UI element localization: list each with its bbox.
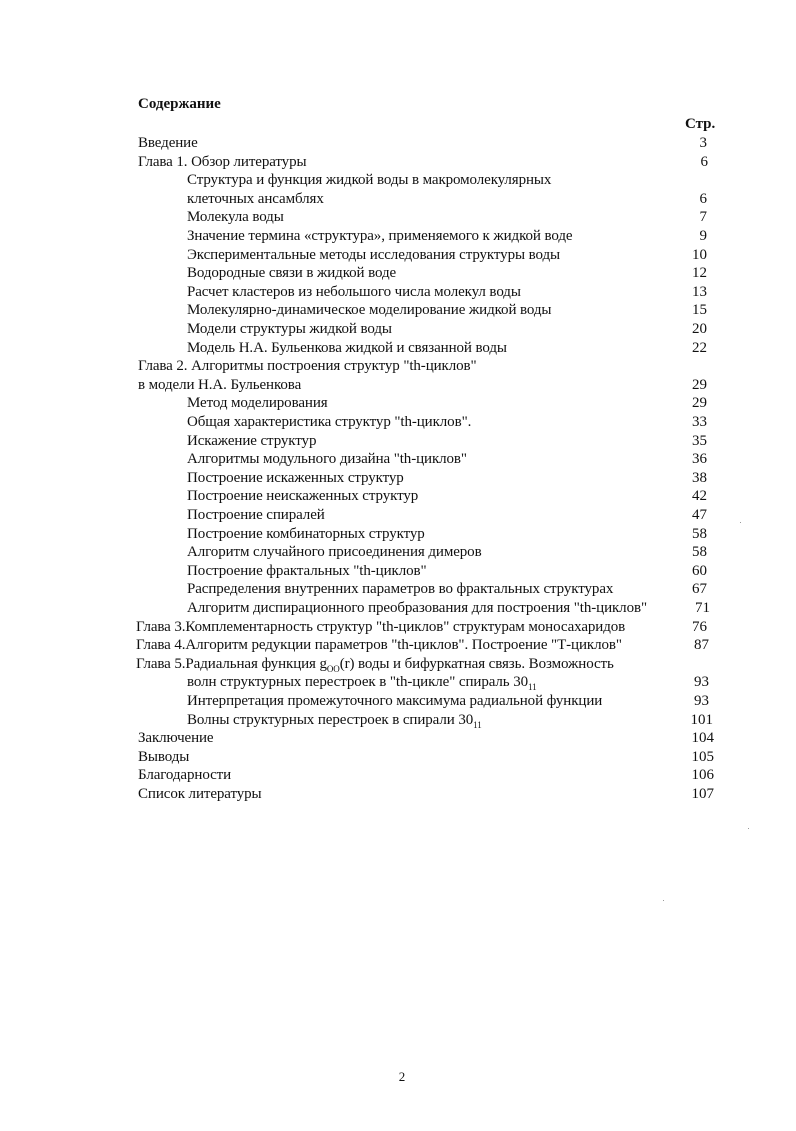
page-column-header: Стр. xyxy=(685,116,716,132)
toc-entry-page: 71 xyxy=(695,600,710,616)
toc-entry-page: 76 xyxy=(692,619,707,635)
toc-entry-text: Значение термина «структура», применяемого к жидкой воде xyxy=(187,228,573,244)
toc-entry-page: 93 xyxy=(694,693,709,709)
toc-entry-text: Построение искаженных структур xyxy=(187,470,404,486)
scan-speck xyxy=(740,522,741,523)
toc-entry-text: Глава 1. Обзор литературы xyxy=(138,154,307,170)
toc-entry-text: Искажение структур xyxy=(187,433,317,449)
toc-entry-text: Глава 5.Радиальная функция $g_{OO}(r)$ воды и бифуркатная связь. Возможность xyxy=(136,656,614,674)
toc-entry-page: 6 xyxy=(700,154,708,170)
toc-entry-text: Заключение xyxy=(138,730,214,746)
toc-entry-page: 36 xyxy=(692,451,707,467)
toc-entry-text: Построение спиралей xyxy=(187,507,325,523)
toc-entry-text: Построение комбинаторных структур xyxy=(187,526,425,542)
toc-entry-text: Алгоритм диспирационного преобразования для построения "th-циклов" xyxy=(187,600,647,616)
toc-entry-text: Глава 4.Алгоритм редукции параметров "th-циклов". Построение "Т-циклов" xyxy=(136,637,622,653)
toc-entry-text: Структура и функция жидкой воды в макромолекулярных xyxy=(187,172,552,188)
toc-entry-page: 38 xyxy=(692,470,707,486)
toc-entry-text: Алгоритмы модульного дизайна "th-циклов" xyxy=(187,451,467,467)
toc-entry-text: Молекула воды xyxy=(187,209,284,225)
toc-entry-page: 22 xyxy=(692,340,707,356)
toc-entry-page: 47 xyxy=(692,507,707,523)
toc-entry-page: 93 xyxy=(694,674,709,690)
toc-entry-text: Алгоритм случайного присоединения димеров xyxy=(187,544,482,560)
toc-entry-text: Интерпретация промежуточного максимума радиальной функции xyxy=(187,693,603,709)
toc-entry-page: 10 xyxy=(692,247,707,263)
toc-entry-page: 101 xyxy=(690,712,713,728)
toc-entry-text: Модели структуры жидкой воды xyxy=(187,321,392,337)
toc-entry-text: волн структурных перестроек в "th-цикле" спираль $30_{11}$ xyxy=(187,674,537,692)
toc-entry-page: 6 xyxy=(699,191,707,207)
toc-entry-page: 107 xyxy=(691,786,714,802)
toc-entry-text: Метод моделирования xyxy=(187,395,328,411)
toc-entry-text: Волны структурных перестроек в спирали $30_{11}$ xyxy=(187,712,482,730)
toc-entry-text: Благодарности xyxy=(138,767,232,783)
toc-entry-text: Построение фрактальных "th-циклов" xyxy=(187,563,427,579)
page-title: Содержание xyxy=(138,96,221,112)
toc-entry-page: 60 xyxy=(692,563,707,579)
toc-entry-page: 15 xyxy=(692,302,707,318)
toc-entry-text: Общая характеристика структур "th-циклов". xyxy=(187,414,472,430)
toc-entry-page: 105 xyxy=(691,749,714,765)
toc-entry-text: Глава 2. Алгоритмы построения структур "th-циклов" xyxy=(138,358,477,374)
toc-entry-page: 29 xyxy=(692,377,707,393)
toc-entry-text: Глава 3.Комплементарность структур "th-циклов" структурам моносахаридов xyxy=(136,619,626,635)
toc-entry-text: Введение xyxy=(138,135,198,151)
toc-entry-page: 9 xyxy=(699,228,707,244)
toc-entry-text: Молекулярно-динамическое моделирование жидкой воды xyxy=(187,302,552,318)
toc-entry-text: Расчет кластеров из небольшого числа молекул воды xyxy=(187,284,521,300)
toc-entry-page: 58 xyxy=(692,526,707,542)
toc-entry-text: Водородные связи в жидкой воде xyxy=(187,265,397,281)
page-number: 2 xyxy=(398,1069,406,1084)
toc-entry-page: 29 xyxy=(692,395,707,411)
toc-entry-page: 58 xyxy=(692,544,707,560)
toc-entry-page: 104 xyxy=(691,730,714,746)
toc-entry-page: 3 xyxy=(699,135,707,151)
toc-entry-text: Экспериментальные методы исследования структуры воды xyxy=(187,247,560,263)
toc-entry-page: 33 xyxy=(692,414,707,430)
toc-entry-page: 35 xyxy=(692,433,707,449)
toc-entry-page: 20 xyxy=(692,321,707,337)
toc-entry-text: в модели Н.А. Бульенкова xyxy=(138,377,302,393)
toc-entry-text: клеточных ансамблях xyxy=(187,191,324,207)
toc-entry-page: 67 xyxy=(692,581,707,597)
toc-entry-text: Модель Н.А. Бульенкова жидкой и связанной воды xyxy=(187,340,507,356)
toc-entry-text: Распределения внутренних параметров во фрактальных структурах xyxy=(187,581,614,597)
toc-entry-page: 13 xyxy=(692,284,707,300)
toc-entry-text: Выводы xyxy=(138,749,190,765)
scan-speck xyxy=(663,900,664,901)
toc-entry-page: 7 xyxy=(699,209,707,225)
toc-entry-page: 12 xyxy=(692,265,707,281)
toc-entry-page: 87 xyxy=(694,637,709,653)
toc-entry-text: Построение неискаженных структур xyxy=(187,488,419,504)
scan-speck xyxy=(748,828,749,829)
toc-entry-page: 42 xyxy=(692,488,707,504)
toc-entry-text: Список литературы xyxy=(138,786,262,802)
toc-entry-page: 106 xyxy=(691,767,714,783)
